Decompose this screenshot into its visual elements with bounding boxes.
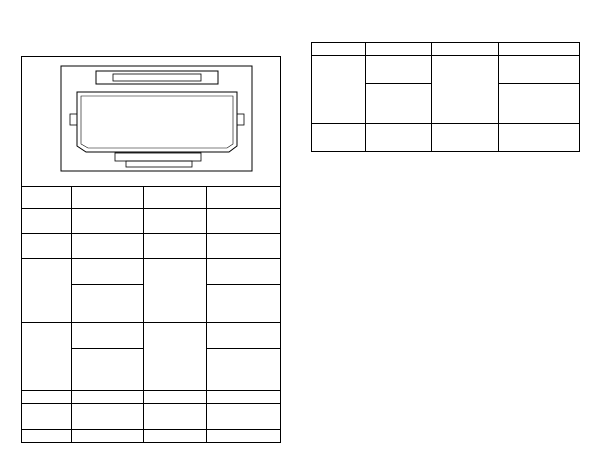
table-row [22,323,281,349]
col-signal [207,187,281,209]
pin [22,259,72,323]
wire [72,404,144,430]
table-row [312,43,580,56]
pin [312,43,366,56]
pin [312,56,366,124]
circuit [144,259,207,323]
pin [22,323,72,391]
signal [499,43,580,56]
circuit [432,124,499,152]
signal [207,323,281,349]
circuit [144,234,207,259]
table-row [22,430,281,443]
pin [22,234,72,259]
circuit [144,323,207,391]
pin [22,404,72,430]
pin [312,124,366,152]
pin [22,209,72,234]
pin [22,430,72,443]
signal [207,404,281,430]
table-row [312,56,580,84]
signal [207,259,281,285]
wire [72,323,144,349]
circuit [144,391,207,404]
wire [72,430,144,443]
left-pin-table [21,56,281,443]
table-row [22,209,281,234]
wire [366,43,432,56]
circuit [144,404,207,430]
right-pin-table [311,42,580,152]
wire [72,234,144,259]
header-row [22,187,281,209]
table-row [312,124,580,152]
table-row [22,404,281,430]
connector-diagram-cell [22,57,281,187]
wire [72,285,144,323]
table-row [22,391,281,404]
wire [72,209,144,234]
circuit [432,56,499,124]
col-circuit [144,187,207,209]
wire [366,84,432,124]
pin [22,391,72,404]
wire [72,259,144,285]
circuit [144,430,207,443]
wire [72,349,144,391]
wire [366,124,432,152]
wire [366,56,432,84]
col-wire [72,187,144,209]
circuit [432,43,499,56]
col-pin [22,187,72,209]
signal [207,349,281,391]
table-row [22,234,281,259]
signal [207,391,281,404]
table-row [22,259,281,285]
connector-diagram [24,57,279,182]
circuit [144,209,207,234]
signal [499,56,580,84]
signal [499,124,580,152]
wire [72,391,144,404]
signal [207,430,281,443]
signal [207,285,281,323]
signal [207,234,281,259]
signal [499,84,580,124]
signal [207,209,281,234]
